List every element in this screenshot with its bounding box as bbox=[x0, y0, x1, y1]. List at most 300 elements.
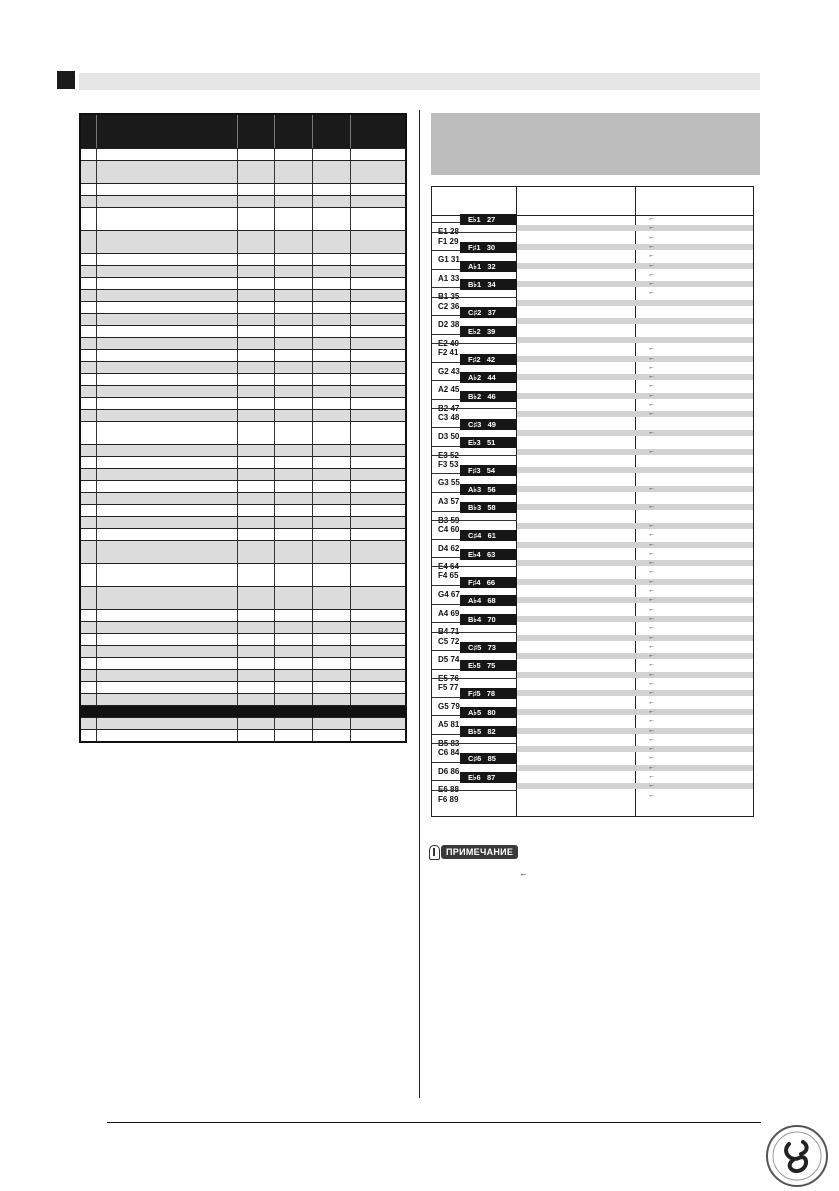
row-stripe bbox=[517, 486, 753, 492]
black-key-text: B♭1 34 bbox=[468, 280, 496, 290]
table-column-line bbox=[312, 634, 313, 645]
table-column-line bbox=[237, 386, 238, 397]
white-key-text: G2 43 bbox=[438, 366, 460, 376]
tone-list-table-header bbox=[81, 115, 405, 148]
white-key-text: E1 28 bbox=[438, 227, 459, 237]
same-as-left-arrow-icon: ← bbox=[648, 252, 655, 260]
table-row bbox=[81, 207, 405, 230]
table-column-line bbox=[350, 646, 351, 657]
table-column-line bbox=[96, 694, 97, 705]
black-key-label bbox=[460, 642, 517, 653]
table-row bbox=[81, 540, 405, 563]
table-column-line bbox=[274, 457, 275, 468]
table-column-line bbox=[312, 278, 313, 289]
table-row bbox=[81, 633, 405, 645]
table-column-line bbox=[237, 184, 238, 195]
black-key-label bbox=[460, 465, 517, 476]
header-column-line bbox=[237, 115, 238, 148]
table-column-line bbox=[312, 481, 313, 492]
row-stripe bbox=[517, 225, 753, 231]
table-column-line bbox=[96, 231, 97, 253]
table-column-line bbox=[312, 658, 313, 669]
table-column-line bbox=[237, 445, 238, 456]
right-section-title-box bbox=[431, 113, 760, 175]
same-as-left-arrow-icon: ← bbox=[648, 773, 655, 780]
same-as-left-arrow-icon: ← bbox=[648, 224, 655, 232]
table-row bbox=[81, 337, 405, 349]
black-key-text: B♭2 46 bbox=[468, 391, 496, 401]
same-as-left-arrow-icon: ← bbox=[648, 726, 655, 734]
black-key-label bbox=[460, 242, 517, 253]
row-stripe bbox=[517, 653, 753, 659]
table-column-line bbox=[96, 422, 97, 444]
white-key-text: F3 53 bbox=[438, 459, 459, 469]
black-key-text: C♯2 37 bbox=[468, 308, 496, 317]
table-column-line bbox=[350, 622, 351, 633]
table-column-line bbox=[274, 149, 275, 160]
table-column-line bbox=[96, 208, 97, 230]
table-column-line bbox=[274, 682, 275, 693]
table-column-line bbox=[350, 730, 351, 741]
table-column-line bbox=[96, 266, 97, 277]
table-column-line bbox=[237, 469, 238, 480]
table-column-line bbox=[237, 493, 238, 504]
table-row bbox=[81, 325, 405, 337]
table-column-line bbox=[350, 587, 351, 609]
table-column-line bbox=[237, 564, 238, 586]
table-column-line bbox=[274, 326, 275, 337]
table-column-line bbox=[350, 350, 351, 361]
table-row bbox=[81, 729, 405, 741]
header-column-line bbox=[350, 115, 351, 148]
row-stripe bbox=[517, 690, 753, 696]
same-as-left-arrow-icon: ← bbox=[648, 698, 655, 706]
table-row bbox=[81, 586, 405, 609]
same-as-left-arrow-icon: ← bbox=[648, 763, 655, 771]
row-stripe bbox=[517, 281, 753, 287]
same-as-left-arrow-icon: ← bbox=[648, 605, 655, 613]
table-column-line bbox=[96, 730, 97, 741]
table-column-line bbox=[350, 517, 351, 528]
same-as-left-arrow-icon: ← bbox=[648, 652, 655, 660]
table-column-line bbox=[312, 410, 313, 421]
table-column-line bbox=[350, 184, 351, 195]
same-as-left-arrow-icon: ← bbox=[648, 242, 655, 250]
table-column-line bbox=[274, 410, 275, 421]
black-key-label bbox=[460, 326, 517, 337]
table-column-line bbox=[274, 208, 275, 230]
black-key-label bbox=[460, 688, 517, 699]
black-key-label bbox=[460, 614, 517, 625]
table-column-line bbox=[274, 481, 275, 492]
table-column-line bbox=[96, 445, 97, 456]
table-column-line bbox=[350, 302, 351, 313]
table-column-line bbox=[274, 386, 275, 397]
table-column-line bbox=[96, 338, 97, 349]
table-column-line bbox=[274, 529, 275, 540]
table-row bbox=[81, 504, 405, 516]
table-column-line bbox=[96, 622, 97, 633]
table-column-line bbox=[237, 350, 238, 361]
table-column-line bbox=[96, 718, 97, 729]
table-column-line bbox=[350, 445, 351, 456]
table-column-line bbox=[237, 634, 238, 645]
table-row bbox=[81, 349, 405, 361]
table-column-line bbox=[96, 610, 97, 621]
table-column-line bbox=[96, 646, 97, 657]
table-column-line bbox=[350, 278, 351, 289]
table-column-line bbox=[312, 208, 313, 230]
black-key-label bbox=[460, 530, 517, 541]
table-column-line bbox=[237, 529, 238, 540]
black-key-label bbox=[460, 261, 517, 272]
table-column-line bbox=[237, 422, 238, 444]
table-column-line bbox=[274, 338, 275, 349]
publisher-logo-icon bbox=[763, 1122, 831, 1188]
table-row bbox=[81, 253, 405, 265]
row-stripe bbox=[517, 374, 753, 380]
white-key-text: E2 40 bbox=[438, 338, 459, 348]
table-row bbox=[81, 265, 405, 277]
row-stripe bbox=[517, 783, 753, 789]
table-column-line bbox=[350, 634, 351, 645]
table-column-line bbox=[350, 529, 351, 540]
black-key-text: F♯2 42 bbox=[468, 354, 496, 364]
table-row bbox=[81, 313, 405, 325]
same-as-left-arrow-icon: ← bbox=[648, 270, 655, 278]
header-column-line bbox=[312, 115, 313, 148]
black-key-label bbox=[460, 372, 517, 383]
black-key-label bbox=[460, 660, 517, 671]
white-key-text: C2 36 bbox=[438, 301, 460, 311]
white-key-text: G5 79 bbox=[438, 701, 460, 711]
same-as-left-arrow-icon: ← bbox=[648, 428, 655, 436]
row-stripe bbox=[517, 616, 753, 622]
same-as-left-arrow-icon: ← bbox=[648, 391, 655, 399]
black-key-text: E♭5 75 bbox=[468, 661, 496, 671]
table-column-line bbox=[237, 254, 238, 265]
white-key-text: B1 35 bbox=[438, 292, 460, 302]
section-marker bbox=[57, 71, 75, 89]
table-row bbox=[81, 563, 405, 586]
black-key-text: F♯5 78 bbox=[468, 689, 496, 699]
row-stripe bbox=[517, 430, 753, 436]
table-row bbox=[81, 492, 405, 504]
table-row bbox=[81, 693, 405, 705]
row-stripe bbox=[517, 318, 753, 324]
table-column-line bbox=[237, 196, 238, 207]
table-row bbox=[81, 289, 405, 301]
table-column-line bbox=[237, 457, 238, 468]
black-key-text: C♯6 85 bbox=[468, 754, 496, 764]
white-key-text: E5 76 bbox=[438, 673, 459, 683]
table-column-line bbox=[312, 422, 313, 444]
row-stripe bbox=[517, 467, 753, 473]
table-column-line bbox=[274, 302, 275, 313]
black-key-label bbox=[460, 484, 517, 495]
same-as-left-arrow-icon: ← bbox=[648, 540, 655, 548]
row-stripe bbox=[517, 746, 753, 752]
table-column-line bbox=[96, 481, 97, 492]
table-row bbox=[81, 230, 405, 253]
table-column-line bbox=[96, 149, 97, 160]
table-column-line bbox=[96, 682, 97, 693]
same-as-left-arrow-icon: ← bbox=[648, 661, 655, 669]
table-column-line bbox=[274, 658, 275, 669]
table-column-line bbox=[274, 266, 275, 277]
table-row bbox=[81, 645, 405, 657]
note-pencil-icon bbox=[429, 845, 440, 860]
black-key-text: E♭6 87 bbox=[468, 773, 496, 782]
same-as-left-arrow-icon: ← bbox=[648, 633, 655, 641]
table-column-line bbox=[350, 266, 351, 277]
black-key-text: B♭5 82 bbox=[468, 726, 496, 736]
table-column-line bbox=[274, 196, 275, 207]
table-column-line bbox=[274, 422, 275, 444]
table-column-line bbox=[312, 184, 313, 195]
same-as-left-arrow-icon: ← bbox=[648, 754, 655, 762]
table-column-line bbox=[96, 196, 97, 207]
same-as-left-arrow-icon: ← bbox=[648, 289, 655, 297]
black-key-text: C♯3 49 bbox=[468, 419, 496, 429]
table-column-line bbox=[312, 290, 313, 301]
note-arrow-icon: ← bbox=[519, 868, 528, 878]
white-key-text: D2 38 bbox=[438, 320, 460, 330]
same-as-left-arrow-icon: ← bbox=[648, 717, 655, 725]
black-key-text: F♯1 30 bbox=[468, 242, 496, 252]
table-column-line bbox=[350, 610, 351, 621]
same-as-left-arrow-icon: ← bbox=[648, 642, 655, 650]
table-row bbox=[81, 277, 405, 289]
table-column-line bbox=[96, 290, 97, 301]
table-column-line bbox=[274, 254, 275, 265]
table-column-line bbox=[274, 314, 275, 325]
table-column-line bbox=[312, 469, 313, 480]
table-column-line bbox=[350, 362, 351, 373]
same-as-left-arrow-icon: ← bbox=[648, 521, 655, 529]
black-key-label bbox=[460, 502, 517, 513]
table-column-line bbox=[274, 694, 275, 705]
table-column-line bbox=[274, 278, 275, 289]
table-row bbox=[81, 669, 405, 681]
black-key-label bbox=[460, 279, 517, 290]
table-column-line bbox=[274, 564, 275, 586]
white-key-text: E3 52 bbox=[438, 450, 459, 460]
table-column-line bbox=[96, 362, 97, 373]
table-column-line bbox=[96, 386, 97, 397]
table-row bbox=[81, 480, 405, 492]
same-as-left-arrow-icon: ← bbox=[648, 587, 655, 594]
black-key-text: F♯3 54 bbox=[468, 466, 496, 476]
table-column-line bbox=[96, 278, 97, 289]
row-stripe bbox=[517, 393, 753, 399]
same-as-left-arrow-icon: ← bbox=[648, 382, 655, 390]
row-stripe bbox=[517, 728, 753, 734]
table-column-line bbox=[312, 682, 313, 693]
table-column-line bbox=[350, 422, 351, 444]
same-as-left-arrow-icon: ← bbox=[648, 568, 655, 576]
row-stripe bbox=[517, 560, 753, 566]
white-key-text: G1 31 bbox=[438, 255, 460, 265]
black-key-text: A♭2 44 bbox=[468, 373, 496, 383]
table-row bbox=[81, 148, 405, 160]
table-column-line bbox=[312, 622, 313, 633]
same-as-left-arrow-icon: ← bbox=[648, 791, 655, 799]
table-column-line bbox=[237, 670, 238, 681]
header-column-line bbox=[96, 115, 97, 148]
table-row bbox=[81, 409, 405, 421]
table-column-line bbox=[274, 362, 275, 373]
white-key-text: D5 74 bbox=[438, 655, 460, 665]
table-column-line bbox=[312, 161, 313, 183]
table-column-line bbox=[312, 149, 313, 160]
table-column-line bbox=[237, 682, 238, 693]
white-key-text: G4 67 bbox=[438, 590, 460, 599]
table-column-line bbox=[96, 314, 97, 325]
table-column-line bbox=[350, 338, 351, 349]
black-key-text: A♭4 68 bbox=[468, 596, 496, 606]
white-key-text: C4 60 bbox=[438, 524, 460, 534]
table-column-line bbox=[237, 231, 238, 253]
table-column-line bbox=[312, 386, 313, 397]
table-column-line bbox=[350, 670, 351, 681]
drum-assignment-table bbox=[431, 186, 754, 817]
table-column-line bbox=[96, 457, 97, 468]
row-stripe bbox=[517, 337, 753, 343]
table-column-line bbox=[274, 398, 275, 409]
table-column-line bbox=[96, 587, 97, 609]
table-column-line bbox=[274, 587, 275, 609]
black-key-label bbox=[460, 707, 517, 718]
white-key-text: A3 57 bbox=[438, 497, 460, 506]
white-key-text: G3 55 bbox=[438, 478, 460, 488]
table-column-line bbox=[350, 231, 351, 253]
white-key-text: F5 77 bbox=[438, 683, 459, 692]
same-as-left-arrow-icon: ← bbox=[648, 215, 655, 222]
table-row bbox=[81, 160, 405, 183]
same-as-left-arrow-icon: ← bbox=[648, 345, 655, 353]
black-key-label bbox=[460, 307, 517, 318]
black-key-text: A♭5 80 bbox=[468, 707, 496, 717]
table-column-line bbox=[350, 541, 351, 563]
same-as-left-arrow-icon: ← bbox=[648, 614, 655, 622]
black-key-text: C♯4 61 bbox=[468, 531, 496, 541]
table-column-line bbox=[274, 374, 275, 385]
table-column-line bbox=[350, 718, 351, 729]
table-row bbox=[81, 705, 405, 717]
black-key-text: C♯5 73 bbox=[468, 642, 496, 652]
table-row bbox=[81, 609, 405, 621]
table-column-line bbox=[96, 670, 97, 681]
row-stripe bbox=[517, 244, 753, 250]
header-column-line bbox=[274, 115, 275, 148]
black-key-text: E♭4 63 bbox=[468, 549, 496, 559]
table-column-line bbox=[312, 529, 313, 540]
table-column-line bbox=[274, 445, 275, 456]
black-key-label bbox=[460, 419, 517, 430]
table-column-line bbox=[237, 658, 238, 669]
table-column-line bbox=[237, 646, 238, 657]
row-stripe bbox=[517, 672, 753, 678]
white-key-text: A1 33 bbox=[438, 273, 460, 283]
black-key-text: E♭1 27 bbox=[468, 215, 496, 224]
table-column-line bbox=[350, 481, 351, 492]
table-column-line bbox=[350, 374, 351, 385]
black-key-label bbox=[460, 214, 517, 225]
table-column-line bbox=[312, 646, 313, 657]
table-column-line bbox=[312, 564, 313, 586]
table-column-line bbox=[274, 622, 275, 633]
table-column-line bbox=[274, 184, 275, 195]
table-row bbox=[81, 456, 405, 468]
white-key-text: B4 71 bbox=[438, 627, 460, 637]
same-as-left-arrow-icon: ← bbox=[648, 373, 655, 381]
table-column-line bbox=[350, 682, 351, 693]
same-as-left-arrow-icon: ← bbox=[648, 531, 655, 539]
table-row bbox=[81, 195, 405, 207]
table-column-line bbox=[312, 457, 313, 468]
black-key-label bbox=[460, 549, 517, 560]
table-column-line bbox=[237, 208, 238, 230]
table-column-line bbox=[312, 254, 313, 265]
same-as-left-arrow-icon: ← bbox=[648, 354, 655, 362]
table-row bbox=[81, 301, 405, 313]
black-key-label bbox=[460, 726, 517, 737]
same-as-left-arrow-icon: ← bbox=[648, 707, 655, 715]
table-column-line bbox=[237, 694, 238, 705]
table-column-line bbox=[96, 493, 97, 504]
table-column-line bbox=[312, 338, 313, 349]
white-key-text: B2 47 bbox=[438, 404, 460, 413]
same-as-left-arrow-icon: ← bbox=[648, 484, 655, 492]
black-key-label bbox=[460, 391, 517, 402]
table-column-line bbox=[96, 374, 97, 385]
same-as-left-arrow-icon: ← bbox=[648, 670, 655, 678]
same-as-left-arrow-icon: ← bbox=[648, 735, 655, 743]
table-column-line bbox=[350, 386, 351, 397]
table-column-line bbox=[96, 541, 97, 563]
table-column-line bbox=[350, 254, 351, 265]
table-column-line bbox=[96, 184, 97, 195]
table-column-line bbox=[350, 161, 351, 183]
table-column-line bbox=[237, 505, 238, 516]
white-key-text: A4 69 bbox=[438, 608, 460, 618]
table-column-line bbox=[312, 493, 313, 504]
same-as-left-arrow-icon: ← bbox=[648, 782, 655, 790]
table-row bbox=[81, 444, 405, 456]
table-column-line bbox=[312, 730, 313, 741]
table-column-line bbox=[237, 374, 238, 385]
table-column-line bbox=[350, 505, 351, 516]
same-as-left-arrow-icon: ← bbox=[648, 577, 655, 585]
note-label: ПРИМЕЧАНИЕ bbox=[441, 845, 518, 859]
white-key-text: F1 29 bbox=[438, 236, 459, 246]
white-key-text: A2 45 bbox=[438, 385, 460, 395]
table-column-line bbox=[312, 326, 313, 337]
table-column-line bbox=[312, 694, 313, 705]
table-column-line bbox=[312, 231, 313, 253]
table-row bbox=[81, 717, 405, 729]
black-key-text: B♭4 70 bbox=[468, 614, 496, 624]
table-row bbox=[81, 516, 405, 528]
table-column-line bbox=[274, 350, 275, 361]
table-column-line bbox=[96, 658, 97, 669]
table-column-line bbox=[312, 445, 313, 456]
same-as-left-arrow-icon: ← bbox=[648, 559, 655, 567]
table-column-line bbox=[96, 505, 97, 516]
white-key-text: F4 65 bbox=[438, 571, 459, 581]
table-column-line bbox=[312, 362, 313, 373]
